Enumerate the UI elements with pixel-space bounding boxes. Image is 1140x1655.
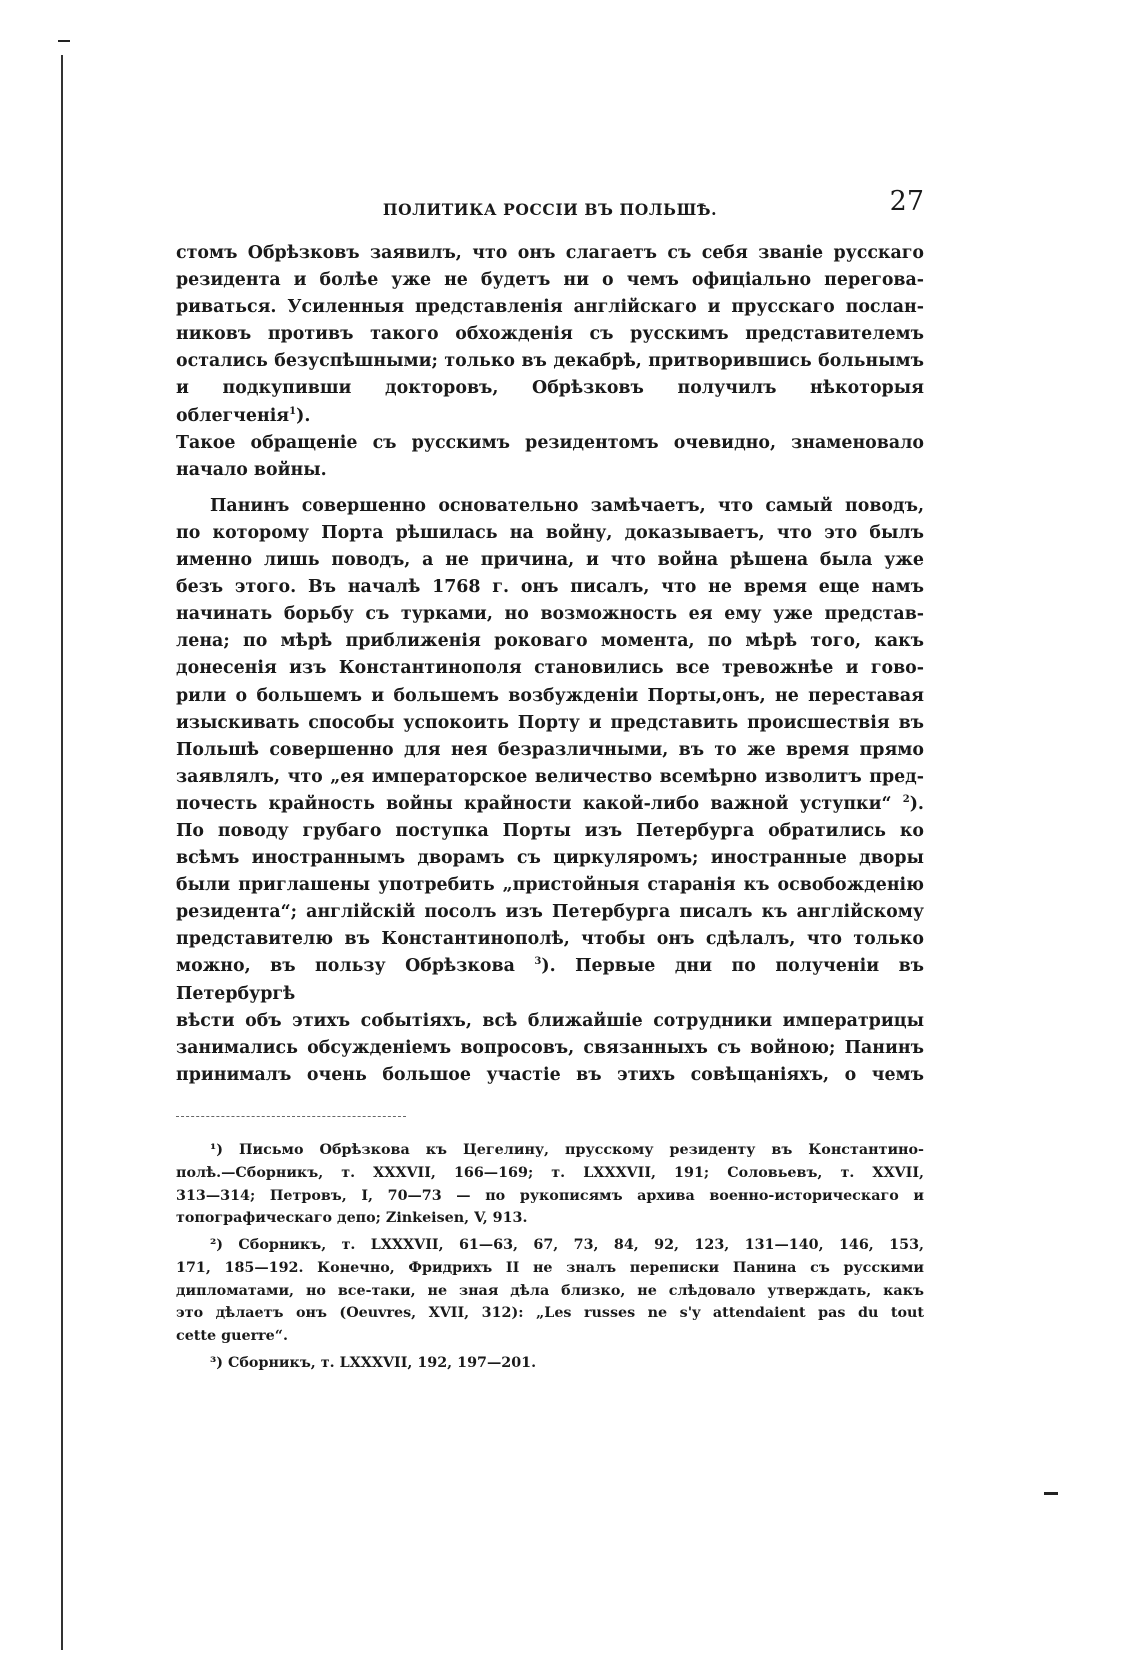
text-line: резидента и болѣе уже не будетъ ни о чемъ офиціально перегова-: [176, 270, 924, 291]
footnote-marker: 2: [902, 794, 910, 806]
text-line: принималъ очень большое участіе въ этихъ совѣщаніяхъ, о чемъ: [176, 1064, 924, 1085]
footnote-line: дипломатами, но все-таки, не зная дѣла близко, не слѣдовало утверждать, какъ: [176, 1282, 924, 1299]
main-text: [176, 240, 924, 1089]
text-line: по которому Порта рѣшилась на войну, доказываетъ, что это былъ: [176, 522, 924, 543]
footnote-line: 171, 185—192. Конечно, Фридрихъ II не зналъ переписки Панина съ русскими: [176, 1259, 924, 1276]
footnote-line: ²) Сборникъ, т. LXXXVII, 61—63, 67, 73, 84, 92, 123, 131—140, 146, 153,: [210, 1237, 924, 1254]
text-line: изыскивать способы успокоить Порту и представить происшествія въ: [176, 712, 924, 733]
text-fragment: ).: [909, 793, 924, 814]
scan-binding-edge: [61, 55, 63, 1650]
text-line: По поводу грубаго поступка Порты изъ Петербурга обратились ко: [176, 820, 924, 841]
text-line: риваться. Усиленныя представленія англійскаго и прусскаго послан-: [176, 297, 924, 318]
scan-edge-mark: [1044, 1492, 1058, 1495]
text-fragment: ).: [296, 405, 311, 426]
text-line: донесенія изъ Константинополя становились все тревожнѣе и гово-: [176, 658, 924, 679]
footnote-line: ³) Сборникъ, т. LXXXVII, 192, 197—201.: [210, 1355, 537, 1372]
footnote-line: полѣ.—Сборникъ, т. XXXVII, 166—169; т. LXXXVII, 191; Соловьевъ, т. XXVII,: [176, 1164, 924, 1181]
text-line: лена; по мѣрѣ приближенія роковаго момента, по мѣрѣ того, какъ: [176, 631, 924, 652]
text-line: были приглашены употребить „пристойныя старанія къ освобожденію: [176, 875, 924, 896]
footnote-line: это дѣлаетъ онъ (Oeuvres, XVII, 312): „Les russes ne s'y attendaient pas du tout: [176, 1305, 924, 1322]
text-line: резидента“; англійскій посолъ изъ Петербурга писалъ къ англійскому: [176, 902, 924, 923]
text-line: Польшѣ совершенно для нея безразличными, въ то же время прямо: [176, 739, 924, 760]
text-line: заявлялъ, что „ея императорское величество всемѣрно изволитъ пред-: [176, 766, 924, 787]
footnote-marker: 1: [289, 405, 297, 417]
footnote-line: cette guerre“.: [176, 1328, 288, 1345]
text-fragment: можно, въ пользу Обрѣзкова: [176, 956, 515, 977]
footnote-line: топографическаго депо; Zinkeisen, V, 913.: [176, 1210, 528, 1227]
text-line: всѣмъ иностраннымъ дворамъ съ циркуляромъ; иностранные дворы: [176, 848, 924, 869]
text-line: представителю въ Константинополѣ, чтобы онъ сдѣлалъ, что только: [176, 929, 924, 950]
text-line: стомъ Обрѣзковъ заявилъ, что онъ слагаетъ съ себя званіе русскаго: [176, 243, 924, 263]
text-line: рили о большемъ и большемъ возбужденіи Порты,онъ, не переставая: [176, 685, 924, 706]
text-line: безъ этого. Въ началѣ 1768 г. онъ писалъ, что не время еще намъ: [176, 577, 924, 598]
footnote-separator: [176, 1116, 406, 1117]
text-line: [176, 953, 924, 1007]
text-fragment: ).: [541, 956, 556, 977]
text-line: начинать борьбу съ турками, но возможность ея ему уже представ-: [176, 604, 924, 625]
footnotes: [176, 1139, 924, 1375]
book-page: [176, 186, 924, 1375]
running-title: ПОЛИТИКА РОССІИ ВЪ ПОЛЬШѢ.: [382, 200, 718, 219]
text-fragment: и подкупивши докторовъ, Обрѣзковъ получилъ нѣкоторыя облегченія: [176, 378, 924, 426]
footnote-marker: 3: [534, 956, 542, 968]
text-line: [176, 791, 924, 818]
text-line: Панинъ совершенно основательно замѣчаетъ, что самый поводъ,: [210, 495, 924, 516]
footnote-line: 313—314; Петровъ, I, 70—73 — по рукописямъ архива военно-историческаго и: [176, 1187, 924, 1204]
text-line: вѣсти объ этихъ событіяхъ, всѣ ближайшіе сотрудники императрицы: [176, 1010, 924, 1031]
running-head: [176, 186, 924, 226]
text-fragment: почесть крайность войны крайности какой-либо важной уступки“: [176, 793, 892, 814]
text-line: занимались обсужденіемъ вопросовъ, связанныхъ съ войною; Панинъ: [176, 1037, 924, 1058]
text-line: [176, 375, 924, 429]
text-line: начало войны.: [176, 459, 327, 480]
page-number: 27: [889, 186, 924, 217]
text-line: Такое обращеніе съ русскимъ резидентомъ очевидно, знаменовало: [176, 432, 924, 453]
text-line: никовъ противъ такого обхожденія съ русскимъ представителемъ: [176, 324, 924, 345]
footnote-line: ¹) Письмо Обрѣзкова къ Цегелину, прусскому резиденту въ Константино-: [210, 1141, 924, 1158]
text-fragment: Первые дни по полученіи въ Петербургѣ: [176, 956, 924, 1004]
scan-edge-mark: [58, 40, 70, 42]
text-line: именно лишь поводъ, а не причина, и что война рѣшена была уже: [176, 550, 924, 571]
text-line: остались безуспѣшными; только въ декабрѣ, притворившись больнымъ: [176, 351, 924, 372]
